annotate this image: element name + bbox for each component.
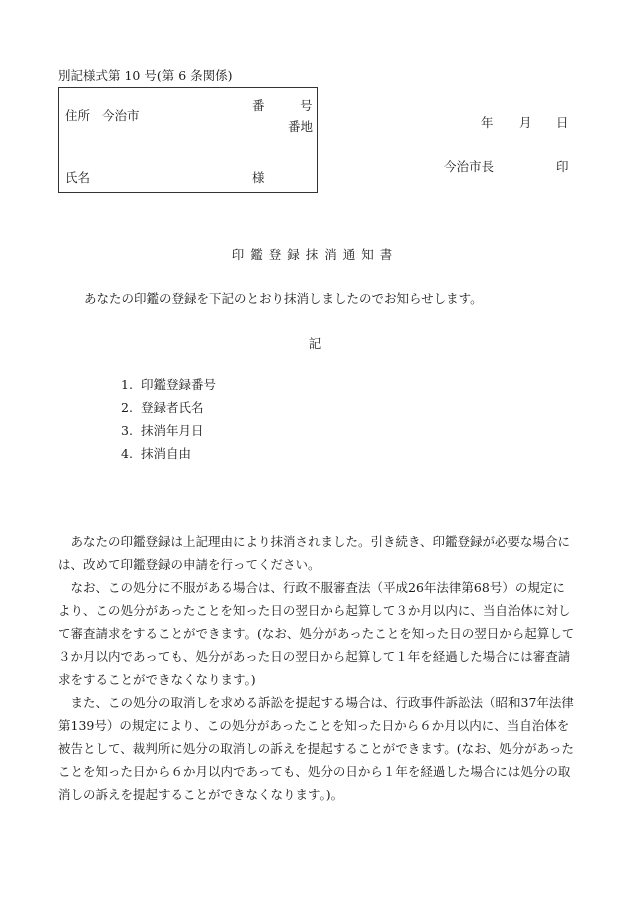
address-label: 住所 <box>65 108 91 123</box>
ki-marker: 記 <box>308 336 322 351</box>
body-text <box>58 530 576 806</box>
item-label: 登録者氏名 <box>141 400 204 415</box>
go-label: 号 <box>300 98 313 113</box>
sama-label: 様 <box>252 170 265 185</box>
list-item <box>121 423 216 446</box>
date-year: 年 <box>481 115 494 130</box>
date-month: 月 <box>519 115 532 130</box>
page-title: 印鑑登録抹消通知書 <box>231 247 399 262</box>
paragraph-appeal: なお、この処分に不服がある場合は、行政不服審査法（平成26年法律第68号）の規定により、この処分があったことを知った日の翌日から起算して３か月以内に、当自治体に対して審査請求をすることができます。(なお、処分があったことを知った日の翌日から起算して３か月以内であっても、処分があった日の翌日から起算して１年を経過した場合には審査請求をすることができなくなります。) <box>58 580 575 687</box>
list-item <box>121 400 216 423</box>
item-label: 抹消年月日 <box>141 423 204 438</box>
list-item <box>121 377 216 400</box>
address-city: 今治市 <box>102 108 140 123</box>
banchi-label: 番地 <box>288 119 314 134</box>
issuer-title: 今治市長 <box>444 159 495 174</box>
ban-label: 番 <box>252 98 265 113</box>
date-day: 日 <box>556 115 569 130</box>
item-number: 1. <box>121 377 133 392</box>
item-label: 抹消自由 <box>141 446 192 461</box>
item-list <box>121 377 216 469</box>
item-number: 2. <box>121 400 133 415</box>
paragraph-lawsuit: また、この処分の取消しを求める訴訟を提起する場合は、行政事件訴訟法（昭和37年法律第139号）の規定により、この処分があったことを知った日から６か月以内に、当自治体を被告として、裁判所に処分の取消しの訴えを提起することができます。(なお、処分があったことを知った日から６か月以内であっても、処分の日から１年を経過した場合には処分の取消しの訴えを提起することができなくなります。)。 <box>58 695 575 802</box>
intro-text: あなたの印鑑の登録を下記のとおり抹消しましたのでお知らせします。 <box>84 291 483 306</box>
seal-mark: 印 <box>556 159 569 174</box>
item-number: 3. <box>121 423 133 438</box>
paragraph-notice: あなたの印鑑登録は上記理由により抹消されました。引き続き、印鑑登録が必要な場合には、改めて印鑑登録の申請を行ってください。 <box>58 534 571 572</box>
name-label: 氏名 <box>65 170 91 185</box>
item-number: 4. <box>121 446 133 461</box>
list-item <box>121 446 216 469</box>
item-label: 印鑑登録番号 <box>141 377 217 392</box>
form-label: 別記様式第 10 号(第 6 条関係) <box>58 68 233 83</box>
address-box <box>58 87 318 193</box>
